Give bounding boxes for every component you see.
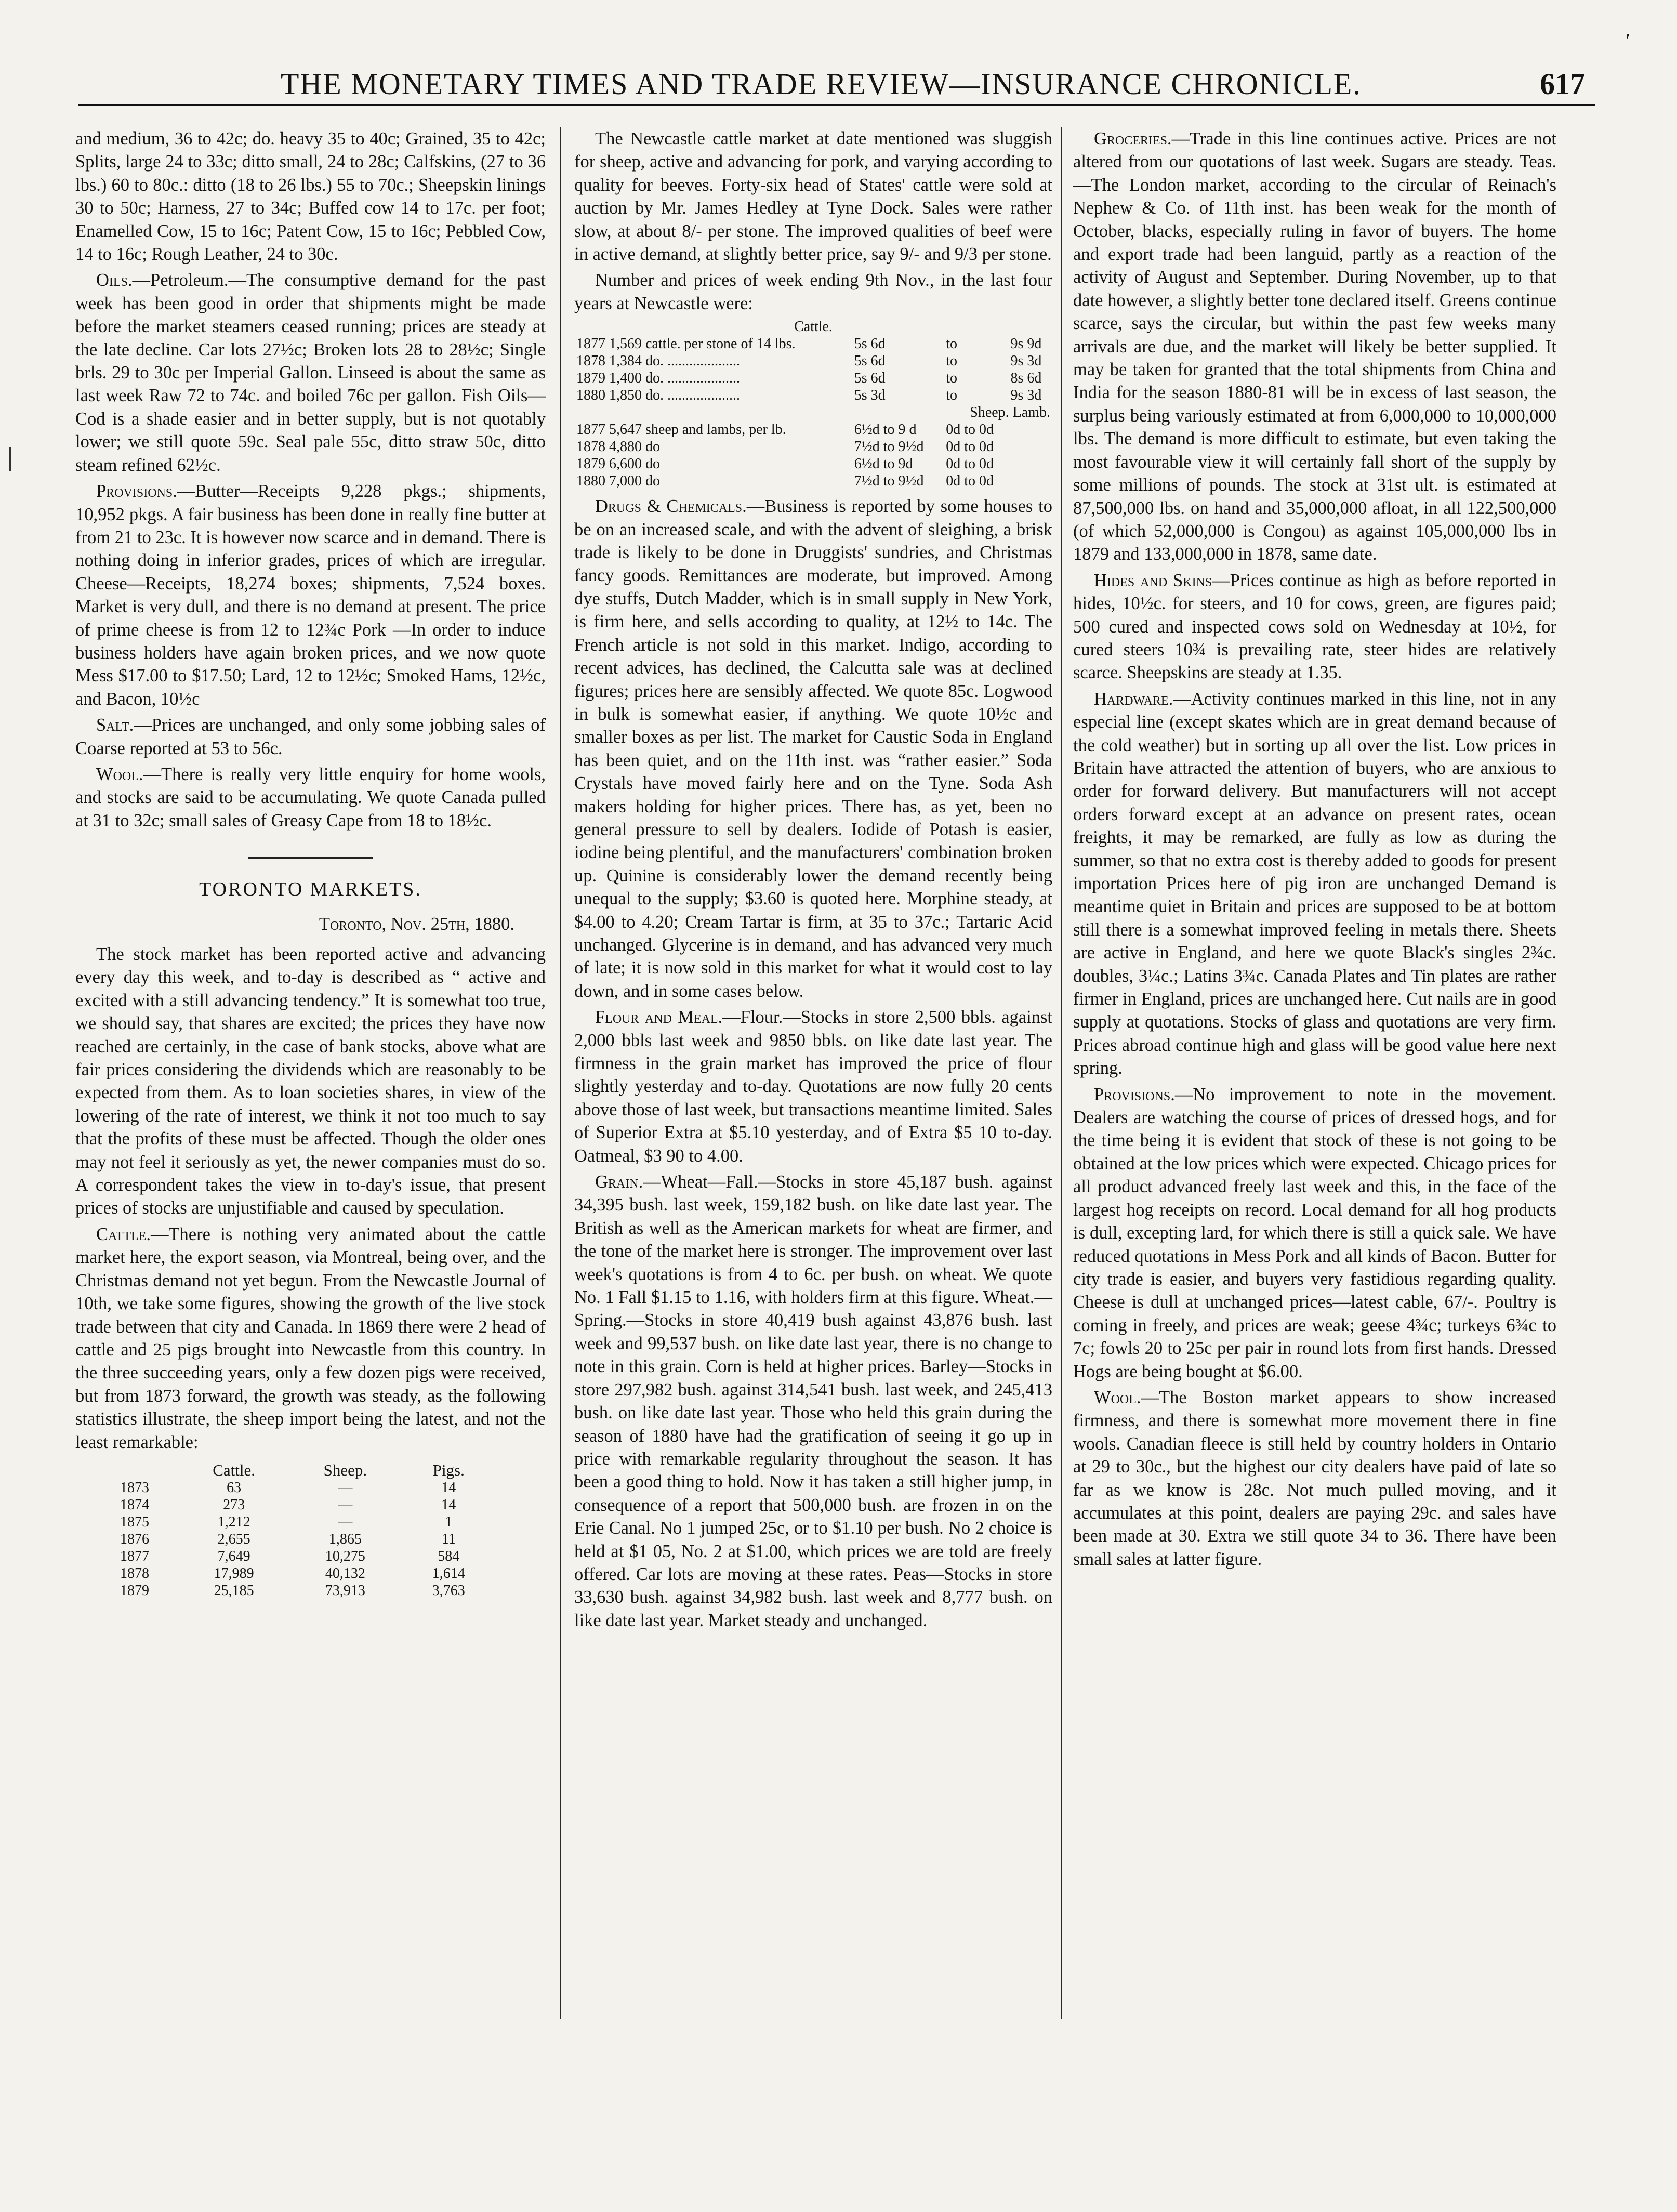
table-cell: 5s 3d bbox=[854, 387, 886, 404]
table-caption: Cattle. bbox=[794, 319, 833, 335]
hardware-paragraph bbox=[1073, 688, 1556, 1080]
section-head: Wool. bbox=[1094, 1387, 1141, 1407]
hides-paragraph bbox=[1073, 569, 1556, 684]
table-cell: 1874 bbox=[120, 1496, 149, 1513]
table-cell: 584 bbox=[438, 1548, 460, 1564]
section-head: Drugs & Chemicals. bbox=[595, 496, 747, 517]
table-cell: 1877 5,647 sheep and lambs, per lb. bbox=[576, 422, 786, 438]
stock-market-paragraph: The stock market has been reported active and advancing every day this week, and to-day is described as “ active and excited with a still advancing tendency.” It is somewhat too true, we should say, that shares are excited; the prices they have now reached are certainly, in the case of bank stocks, above what are fair prices considering the dividends which are reasonably to be expected from them. As to loan societies shares, in view of the lowering of the rate of interest, we think it not too much to say that the profits of these must be affected. Though the older ones may not feel it seriously as yet, the newer companies must do so. A correspondent takes the view in to-day's issue, that present prices of stocks are unjustifiable and caused by speculation. bbox=[75, 944, 546, 1218]
newcastle-paragraph: The Newcastle cattle market at date mentioned was sluggish for sheep, active and advancing for pork, and varying according to quality for beeves. Forty-six head of States' cattle were sold at auction by Mr. James Hedley at Tyne Dock. Sales were rather slow, at about 8/- per stone. The improved qualities of beef were in active demand, at slightly better price, say 9/- and 9/3 per stone. bbox=[574, 129, 1052, 265]
table-cell: 6½d to 9d bbox=[854, 456, 913, 472]
table-cell: 1876 bbox=[120, 1531, 149, 1547]
section-head: Oils. bbox=[96, 270, 133, 291]
table-row bbox=[91, 1479, 496, 1496]
provisions-paragraph bbox=[75, 480, 546, 710]
wool-text: —There is really very little enquiry for home wools, and stocks are said to be accumulating. We quote Canada pulled at 31 to 32c; small sales of Greasy Cape from 18 to 18½c. bbox=[75, 764, 546, 831]
table-row bbox=[574, 352, 1052, 370]
table-cell: 1,614 bbox=[432, 1565, 465, 1582]
table-cell: 1878 1,384 do. .................... bbox=[576, 353, 740, 370]
table-cell: 6½d to 9 d bbox=[854, 422, 917, 438]
table-cell: 1877 bbox=[120, 1548, 149, 1564]
table-cell: 14 bbox=[441, 1479, 456, 1496]
groceries-paragraph bbox=[1073, 127, 1556, 566]
column-right bbox=[1073, 127, 1556, 1574]
table-row bbox=[91, 1496, 496, 1513]
table-cell: 7,649 bbox=[217, 1548, 250, 1564]
table-cell: 11 bbox=[441, 1531, 456, 1547]
column-middle bbox=[574, 127, 1052, 1635]
table-cell: 1873 bbox=[120, 1479, 149, 1496]
flour-text: —Flour.—Stocks in store 2,500 bbls. against 2,000 bbls last week and 9850 bbls. on like date last year. The firmness in the grain market has improved the price of flour slightly yesterday and to-day. Quotations are now fully 20 cents above those of last week, but transactions meantime limited. Sales of Superior Extra at $5.10 yesterday, and of Extra $5 10 to-day. Oatmeal, $3 90 to 4.00. bbox=[574, 1007, 1053, 1166]
table-header-cell: Pigs. bbox=[432, 1460, 465, 1479]
page-header bbox=[78, 62, 1595, 106]
table-cell: — bbox=[338, 1513, 353, 1530]
table-header-row bbox=[91, 1461, 496, 1479]
section-rule bbox=[248, 857, 373, 859]
salt-text: —Prices are unchanged, and only some jobbing sales of Coarse reported at 53 to 56c. bbox=[75, 715, 546, 758]
corner-mark: ′ bbox=[1626, 29, 1630, 52]
table-cell: 8s 6d bbox=[1010, 370, 1042, 387]
wool-paragraph bbox=[1073, 1386, 1556, 1571]
table-cell: 1875 bbox=[120, 1513, 149, 1530]
column-divider bbox=[1061, 127, 1062, 2019]
hardware-text: —Activity continues marked in this line, not in any especial line (except skates which are in great demand because of the cold weather) but in sorting up all over the list. Low prices in Britain have attracted the attention of buyers, who are anxious to order for forward delivery. But manufacturers will not accept orders forward except at an advance on present rates, ocean freights, it may be remarked, are fully as low as during the summer, so that no extra cost is thereby added to goods for present importation Prices here of pig iron are unchanged Demand is meantime quiet in Britain and prices are supposed to be at bottom still there is a somewhat improved feeling in metals there. Sheets are active in England, and here we quote Black's singles 2¾c. doubles, 3¼c.; Latins 3¾c. Canada Plates and Tin plates are rather firmer in England, prices are unchanged here. Cut nails are in good supply at quotations. Stocks of glass and quotations are very firm. Prices abroad continue high and glass will be good value here next spring. bbox=[1073, 689, 1556, 1078]
section-head: Salt. bbox=[96, 715, 134, 735]
table-cell: to bbox=[946, 370, 957, 387]
table-cell: 0d to 0d bbox=[946, 456, 994, 472]
section-head: Wool. bbox=[96, 764, 143, 784]
table-cell: — bbox=[338, 1496, 353, 1513]
table-cell: 1879 bbox=[120, 1582, 149, 1599]
table-cell: 10,275 bbox=[325, 1548, 365, 1564]
section-head: Hides and Skins bbox=[1094, 570, 1212, 590]
table-header-cell: Cattle. bbox=[213, 1460, 255, 1479]
table-caption: Sheep. Lamb. bbox=[970, 404, 1050, 421]
column-divider bbox=[560, 127, 561, 2019]
table-row bbox=[91, 1565, 496, 1582]
salt-paragraph bbox=[75, 714, 546, 760]
grain-text: —Wheat—Fall.—Stocks in store 45,187 bush. against 34,395 bush. last week, 159,182 bush. on like date last year. The British as well as the American markets for wheat are firmer, and the tone of the market here is stronger. The improvement over last week's quotations is from 4 to 6c. per bush. on wheat. We quote No. 1 Fall $1.15 to 1.16, with holders firm at this figure. Wheat.—Spring.—Stocks in store 40,419 bush against 43,876 bush. last week and 99,537 bush. on like date last year, there is no change to note in this grain. Corn is held at higher prices. Barley—Stocks in store 297,982 bush. against 314,541 bush. last week, and 245,413 bush. on like date last year. Those who held this grain during the season of 1880 have had the gratification of seeing it go up in price with remarkable regularity throughout the season. It has been a good thing to hold. Now it has taken a still higher jump, in consequence of a report that 500,000 bush. are frozen in on the Erie Canal. No 1 jumped 25c, or to $1.10 per bush. No 2 choice is held at $1 05, No. 2 at $1.00, which prices we are told are freely offered. Car lots are moving at these rates. Peas—Stocks in store 33,630 bush. against 34,982 bush. last week and 8,777 bush. on like date last year. Market steady and unchanged. bbox=[574, 1172, 1052, 1630]
drugs-paragraph bbox=[574, 495, 1052, 1003]
table-cell: 9s 3d bbox=[1010, 387, 1042, 404]
table-row bbox=[91, 1582, 496, 1599]
table-cell: 2,655 bbox=[217, 1531, 250, 1547]
section-head: Flour and Meal. bbox=[595, 1007, 723, 1028]
table-cell: 63 bbox=[227, 1479, 242, 1496]
dateline: Toronto, Nov. 25th, 1880. bbox=[319, 914, 514, 934]
numbers-intro: Number and prices of week ending 9th Nov., in the last four years at Newcastle were: bbox=[574, 270, 1052, 313]
section-head: Provisions. bbox=[1094, 1084, 1175, 1104]
oils-paragraph bbox=[75, 269, 546, 477]
table-row bbox=[574, 335, 1052, 352]
section-head: Provisions. bbox=[96, 481, 177, 502]
table-row bbox=[91, 1548, 496, 1565]
page-number: 617 bbox=[1540, 67, 1585, 101]
table-cell: 7½d to 9½d bbox=[854, 473, 924, 490]
table-cell: 5s 6d bbox=[854, 370, 886, 387]
table-row bbox=[574, 472, 1052, 490]
table-cell: 1880 7,000 do bbox=[576, 473, 660, 490]
column-left bbox=[75, 127, 546, 1599]
table-cell: — bbox=[338, 1479, 353, 1496]
table-cell: 0d to 0d bbox=[946, 422, 994, 438]
cattle-text: —There is nothing very animated about the cattle market here, the export season, via Montreal, being over, and the Christmas demand not yet begun. From the Newcastle Journal of 10th, we take some figures, showing the growth of the live stock trade between that city and Canada. In 1869 there were 2 head of cattle and 25 pigs brought into Newcastle from this country. In the three succeeding years, only a few dozen pigs were received, but from 1873 forward, the growth was steady, as the following statistics illustrate, the sheep import being the latest, and not the least remarkable: bbox=[75, 1224, 546, 1452]
table-cell: 1880 1,850 do. .................... bbox=[576, 387, 740, 404]
table-row bbox=[574, 370, 1052, 387]
table-cell: 0d to 0d bbox=[946, 473, 994, 490]
table-cell: 1879 6,600 do bbox=[576, 456, 660, 472]
wool-text: —The Boston market appears to show increased firmness, and there is somewhat more movement there in fine wools. Canadian fleece is still held by country holders in Ontario at 29 to 30c., but the highest our city dealers have paid of late so far as we know is 28c. Not much pulled moving, and it accumulates at this point, dealers are paying 29c. and sales have been made at 30. Extra we still quote 34 to 36. There have been small sales at latter figure. bbox=[1073, 1387, 1556, 1569]
section-head: Cattle. bbox=[96, 1224, 151, 1244]
table-row bbox=[574, 455, 1052, 472]
table-header-cell: Sheep. bbox=[323, 1460, 367, 1479]
table-cell: to bbox=[946, 353, 957, 370]
table-cell: 9s 3d bbox=[1010, 353, 1042, 370]
table-cell: 5s 6d bbox=[854, 353, 886, 370]
table-cell: 17,989 bbox=[214, 1565, 254, 1582]
cattle-paragraph bbox=[75, 1223, 546, 1454]
table-cell: 1879 1,400 do. .................... bbox=[576, 370, 740, 387]
wool-paragraph bbox=[75, 763, 546, 832]
table-cell: 73,913 bbox=[325, 1582, 365, 1599]
table-cell: 273 bbox=[223, 1496, 245, 1513]
table-cell: 14 bbox=[441, 1496, 456, 1513]
table-cell: 25,185 bbox=[214, 1582, 254, 1599]
leather-paragraph: and medium, 36 to 42c; do. heavy 35 to 40c; Grained, 35 to 42c; Splits, large 24 to 33c; ditto small, 24 to 28c; Calfskins, (27 to 36 lbs.) 60 to 80c.: ditto (18 to 26 lbs.) 55 to 70c.; Sheepskin linings 30 to 50c; Harness, 27 to 34c; Buffed cow 14 to 17c. per foot; Enamelled Cow, 15 to 16c; Patent Cow, 15 to 16c; Pebbled Cow, 14 to 16c; Rough Leather, 24 to 30c. bbox=[75, 129, 546, 265]
drugs-text: —Business is reported by some houses to be on an increased scale, and with the advent of sleighing, a brisk trade is likely to be done in Druggists' sundries, and Christmas fancy goods. Remittances are moderate, but improved. Among dye stuffs, Dutch Madder, which is in small supply in New York, is firm here, and sells according to quality, at 12½ to 14c. The French article is not sold in this market. Indigo, according to recent advices, has declined, the Calcutta sale was at declined figures; prices here are sensibly affected. We quote 85c. Logwood in bulk is somewhat easier, if anything. We quote 10½c and smaller boxes as per list. The market for Caustic Soda in England has been quiet, and on the 11th inst. was “rather easier.” Soda Crystals have moved fairly here and on the Tyne. Soda Ash makers holding for higher prices. There has, as yet, been no general pressure to sell by dealers. Iodide of Potash is easier, iodine being plentiful, and the manufacturers' combination broken up. Quinine is considerably lower the demand recently being unequal to the supply; $3.60 is quoted here. Morphine steady, at $4.00 to 4.20; Cream Tartar is firm, at 35 to 37c.; Tartaric Acid unchanged. Glycerine is in demand, and has advanced very much of late; it is now sold in this market for what it would cost to lay down, and in some cases below. bbox=[574, 496, 1053, 1001]
groceries-text: —Trade in this line continues active. Prices are not altered from our quotations of last week. Sugars are steady. Teas.—The London market, according to the circular of Reinach's Nephew & Co. of 11th inst. has been weak for the month of October, blacks, especially ruling in favor of buyers. The home and export trade had been languid, partly as a reaction of the activity of August and September. During November, up to that date however, a slightly better tone declared itself. Greens continue scarce, says the circular, but within the past few weeks many arrivals are due, and the market will likely be better supplied. It may be taken for granted that the total shipments from China and India for the season 1880-81 will be in excess of last season, the surplus being variously estimated at from 6,000,000 to 10,000,000 lbs. The demand is more difficult to estimate, but even taking the most favourable view it will certainly fall short of the supply by some millions of pounds. The stock at 31st ult. is estimated at 87,500,000 lbs. on hand and 35,000,000 afloat, in all 122,500,000 (of which 52,000,000 is Congou) as against 105,000,000 lbs in 1879 and 133,000,000 in 1878, same date. bbox=[1073, 129, 1556, 564]
table-cell: 5s 6d bbox=[854, 336, 886, 352]
table-cell: 1,212 bbox=[217, 1513, 250, 1530]
toronto-markets-title: TORONTO MARKETS. bbox=[199, 878, 422, 901]
table-cell: 3,763 bbox=[432, 1582, 465, 1599]
oils-text: —Petroleum.—The consumptive demand for the past week has been good in order that shipments might be made before the market steamers ceased running; prices are steady at the late decline. Car lots 27½c; Broken lots 28 to 28½c; Single brls. 29 to 30c per Imperial Gallon. Linseed is about the same as last week Raw 72 to 74c. and boiled 76c per gallon. Fish Oils—Cod is a shade easier and in better supply, but is not quotably lower; we still quote 59c. Seal pale 55c, ditto straw 50c, ditto steam refined 62½c. bbox=[75, 270, 546, 475]
provisions-paragraph bbox=[1073, 1083, 1556, 1383]
page-title: THE MONETARY TIMES AND TRADE REVIEW—INSURANCE CHRONICLE. bbox=[281, 67, 1362, 101]
flour-paragraph bbox=[574, 1006, 1052, 1167]
livestock-table bbox=[91, 1461, 496, 1599]
margin-mark bbox=[9, 447, 11, 471]
table-row bbox=[91, 1513, 496, 1531]
section-head: Grain. bbox=[595, 1172, 643, 1192]
table-cell: 40,132 bbox=[325, 1565, 365, 1582]
newcastle-cattle-table bbox=[574, 318, 1052, 490]
table-cell: to bbox=[946, 336, 957, 352]
table-row bbox=[91, 1531, 496, 1548]
table-cell: 1878 bbox=[120, 1565, 149, 1582]
table-cell: 0d to 0d bbox=[946, 439, 994, 455]
provisions-text: —No improvement to note in the movement. Dealers are watching the course of prices of dressed hogs, and for the time being it is evident that stock of these is not going to be obtained at the low prices which were expected. Chicago prices for all product advanced freely last week and this, in the face of the largest hog receipts on record. Local demand for all hog products is dull, excepting lard, for which there is still a quick sale. We have reduced quotations in Mess Pork and all kinds of Bacon. Butter for city trade is easier, and buyers very fastidious regarding quality. Cheese is dull at unchanged prices—latest cable, 67/-. Poultry is coming in freely, and prices are weak; geese 4¾c; turkeys 6¾c to 7c; fowls 20 to 25c per pair in round lots from first hands. Dressed Hogs are being bought at $6.00. bbox=[1073, 1084, 1556, 1381]
table-row bbox=[574, 387, 1052, 404]
grain-paragraph bbox=[574, 1170, 1052, 1632]
table-header-cell bbox=[91, 1461, 178, 1479]
hides-text: —Prices continue as high as before reported in hides, 10½c. for steers, and 10 for cows, green, are figures paid; 500 cured and inspected cows sold on Wednesday at 10½, for cured steers 10¾ is prevailing rate, steer hides are relatively scarce. Sheepskins are steady at 1.35. bbox=[1073, 570, 1556, 683]
table-cell: 1878 4,880 do bbox=[576, 439, 660, 455]
table-cell: 7½d to 9½d bbox=[854, 439, 924, 455]
section-head: Groceries. bbox=[1094, 129, 1172, 149]
section-head: Hardware. bbox=[1094, 689, 1173, 709]
table-row bbox=[574, 438, 1052, 455]
table-cell: 1 bbox=[445, 1513, 453, 1530]
table-cell: 1877 1,569 cattle. per stone of 14 lbs. bbox=[576, 336, 796, 352]
table-row bbox=[574, 421, 1052, 438]
table-cell: to bbox=[946, 387, 957, 404]
provisions-text: —Butter—Receipts 9,228 pkgs.; shipments, 10,952 pkgs. A fair business has been done in really fine butter at from 21 to 23c. It is however now scarce and in demand. There is nothing doing in inferior grades, prices of which are irregular. Cheese—Receipts, 18,274 boxes; shipments, 7,524 boxes. Market is very dull, and there is no demand at present. The price of prime cheese is from 12 to 12¾c Pork —In order to induce business holders have again broken prices, and we now quote Mess $17.00 to $17.50; Lard, 12 to 12½c; Smoked Hams, 12½c, and Bacon, 10½c bbox=[75, 481, 546, 709]
table-cell: 9s 9d bbox=[1010, 336, 1042, 352]
table-cell: 1,865 bbox=[328, 1531, 362, 1547]
